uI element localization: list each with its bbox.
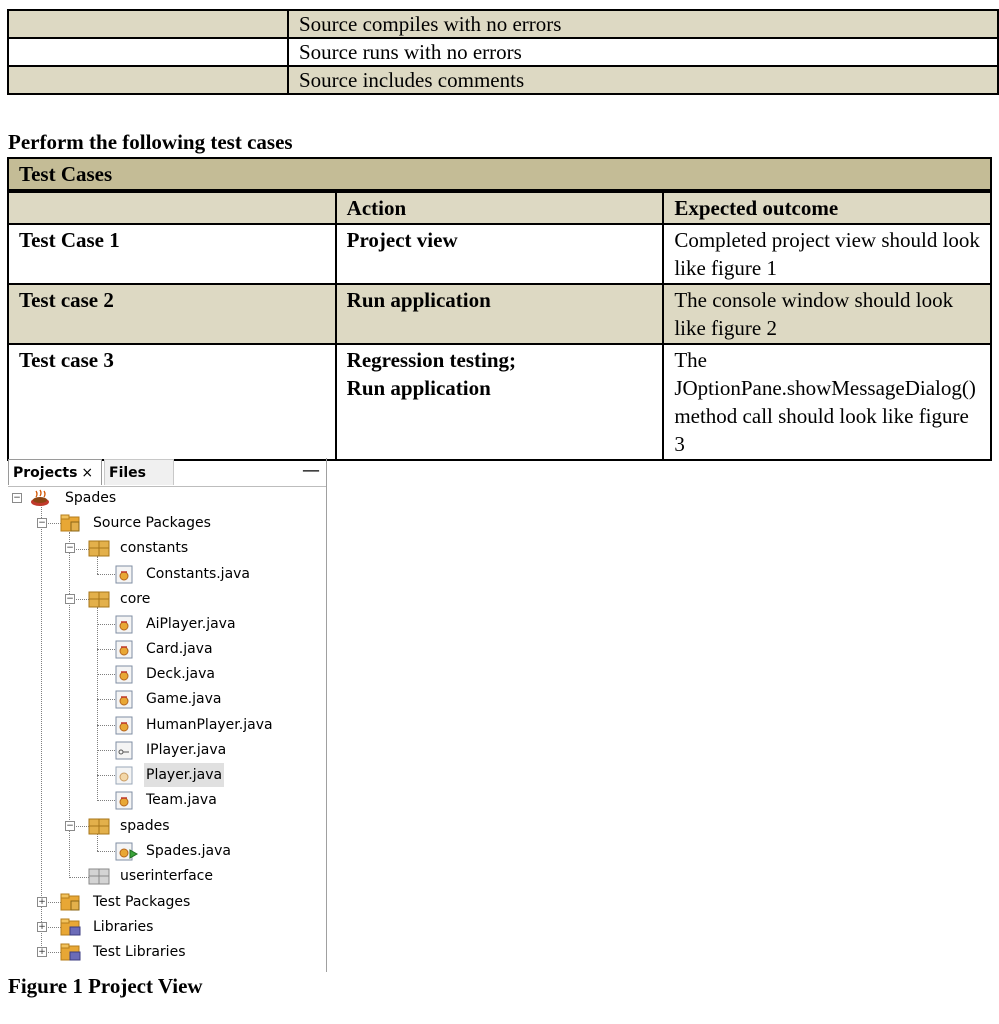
tab-bar bbox=[8, 458, 326, 487]
java-interface-icon bbox=[115, 741, 135, 760]
checklist-row bbox=[8, 38, 998, 66]
tree-node-package[interactable] bbox=[8, 536, 326, 560]
test-case-outcome: The console window should look like figure 2 bbox=[663, 284, 991, 344]
test-case-action: Run application bbox=[336, 284, 664, 344]
test-case-action bbox=[336, 344, 664, 460]
table-row bbox=[8, 344, 991, 460]
checklist-table bbox=[7, 9, 999, 95]
checklist-check-cell bbox=[8, 66, 288, 94]
collapse-toggle-icon[interactable]: − bbox=[66, 821, 74, 831]
checklist-item: Source runs with no errors bbox=[288, 38, 998, 66]
tree-node-package[interactable] bbox=[8, 587, 326, 611]
header-cell-action: Action bbox=[336, 191, 664, 224]
tree-node-file[interactable] bbox=[8, 662, 326, 686]
file-label: Constants.java bbox=[146, 566, 251, 582]
tab-files-label: Files bbox=[109, 465, 146, 481]
tree-node-libraries[interactable] bbox=[8, 915, 326, 939]
package-label: spades bbox=[120, 818, 170, 834]
collapse-toggle-icon[interactable]: − bbox=[38, 518, 46, 528]
source-packages-label: Source Packages bbox=[93, 515, 211, 531]
tree-node-file-selected[interactable] bbox=[8, 763, 326, 787]
checklist-check-cell bbox=[8, 38, 288, 66]
expand-toggle-icon[interactable]: + bbox=[38, 947, 46, 957]
tree-node-file[interactable] bbox=[8, 788, 326, 812]
tab-projects[interactable] bbox=[8, 459, 102, 485]
tree-node-test-libraries[interactable] bbox=[8, 940, 326, 964]
file-label: Deck.java bbox=[146, 666, 215, 682]
collapse-toggle-icon[interactable]: − bbox=[66, 543, 74, 553]
file-label: Player.java bbox=[144, 763, 224, 787]
tree-node-project[interactable] bbox=[8, 486, 326, 510]
header-cell bbox=[8, 191, 336, 224]
tree-node-test-packages[interactable] bbox=[8, 890, 326, 914]
package-icon bbox=[88, 539, 110, 557]
tab-files[interactable] bbox=[104, 459, 174, 485]
checklist-row bbox=[8, 66, 998, 94]
checklist-item: Source compiles with no errors bbox=[288, 10, 998, 38]
minimize-icon[interactable]: — bbox=[302, 460, 320, 481]
tab-projects-label: Projects bbox=[13, 465, 78, 481]
checklist-row bbox=[8, 10, 998, 38]
package-icon bbox=[88, 817, 110, 835]
file-label: Team.java bbox=[146, 792, 217, 808]
tree-node-file[interactable] bbox=[8, 713, 326, 737]
java-file-icon bbox=[115, 565, 135, 584]
action-line: Run application bbox=[346, 376, 491, 400]
action-line: Regression testing; bbox=[346, 348, 516, 372]
test-case-action: Project view bbox=[336, 224, 664, 284]
expand-toggle-icon[interactable]: + bbox=[38, 922, 46, 932]
project-tree bbox=[8, 486, 326, 972]
collapse-toggle-icon[interactable]: − bbox=[66, 594, 74, 604]
figure-caption: Figure 1 Project View bbox=[8, 974, 203, 998]
tree-node-file[interactable] bbox=[8, 637, 326, 661]
project-label: Spades bbox=[65, 490, 117, 506]
file-label: Spades.java bbox=[146, 843, 231, 859]
tree-node-file[interactable] bbox=[8, 562, 326, 586]
test-case-id: Test case 2 bbox=[8, 284, 336, 344]
source-folder-icon bbox=[60, 514, 82, 532]
outcome-line: The JOptionPane.showMessageDialog() bbox=[674, 348, 976, 400]
test-cases-heading: Perform the following test cases bbox=[8, 130, 293, 154]
header-cell-outcome: Expected outcome bbox=[663, 191, 991, 224]
java-abstract-file-icon bbox=[115, 766, 135, 785]
test-folder-icon bbox=[60, 893, 82, 911]
tree-node-package[interactable] bbox=[8, 814, 326, 838]
test-cases-table bbox=[7, 157, 992, 461]
package-label: constants bbox=[120, 540, 189, 556]
table-title-row bbox=[8, 158, 991, 191]
tree-node-file[interactable] bbox=[8, 738, 326, 762]
test-case-id: Test case 3 bbox=[8, 344, 336, 460]
java-file-icon bbox=[115, 791, 135, 810]
empty-package-icon bbox=[88, 867, 110, 885]
library-folder-icon bbox=[60, 918, 82, 936]
checklist-item: Source includes comments bbox=[288, 66, 998, 94]
test-case-outcome bbox=[663, 344, 991, 460]
outcome-line: method call should look like figure 3 bbox=[674, 404, 969, 456]
tree-node-file[interactable] bbox=[8, 612, 326, 636]
java-file-icon bbox=[115, 665, 135, 684]
java-file-icon bbox=[115, 716, 135, 735]
table-header-row bbox=[8, 191, 991, 224]
library-folder-icon bbox=[60, 943, 82, 961]
tree-node-source-packages[interactable] bbox=[8, 511, 326, 535]
package-label: userinterface bbox=[120, 868, 213, 884]
java-file-icon bbox=[115, 690, 135, 709]
tree-node-package[interactable] bbox=[8, 864, 326, 888]
test-packages-label: Test Packages bbox=[93, 894, 191, 910]
package-label: core bbox=[120, 591, 151, 607]
tree-node-file[interactable] bbox=[8, 839, 326, 863]
expand-toggle-icon[interactable]: + bbox=[38, 897, 46, 907]
file-label: HumanPlayer.java bbox=[146, 717, 273, 733]
table-title: Test Cases bbox=[8, 158, 991, 191]
java-project-icon bbox=[29, 489, 51, 507]
table-row bbox=[8, 284, 991, 344]
checklist-check-cell bbox=[8, 10, 288, 38]
java-file-icon bbox=[115, 615, 135, 634]
package-icon bbox=[88, 590, 110, 608]
java-file-icon bbox=[115, 640, 135, 659]
projects-panel bbox=[8, 458, 327, 972]
libraries-label: Libraries bbox=[93, 919, 154, 935]
file-label: Game.java bbox=[146, 691, 222, 707]
file-label: Card.java bbox=[146, 641, 213, 657]
tree-node-file[interactable] bbox=[8, 687, 326, 711]
test-libraries-label: Test Libraries bbox=[93, 944, 186, 960]
table-row bbox=[8, 224, 991, 284]
test-case-id: Test Case 1 bbox=[8, 224, 336, 284]
close-icon[interactable]: × bbox=[81, 465, 94, 481]
file-label: AiPlayer.java bbox=[146, 616, 236, 632]
file-label: IPlayer.java bbox=[146, 742, 227, 758]
collapse-toggle-icon[interactable]: − bbox=[13, 493, 21, 503]
test-case-outcome: Completed project view should look like figure 1 bbox=[663, 224, 991, 284]
java-main-class-icon bbox=[115, 842, 139, 861]
